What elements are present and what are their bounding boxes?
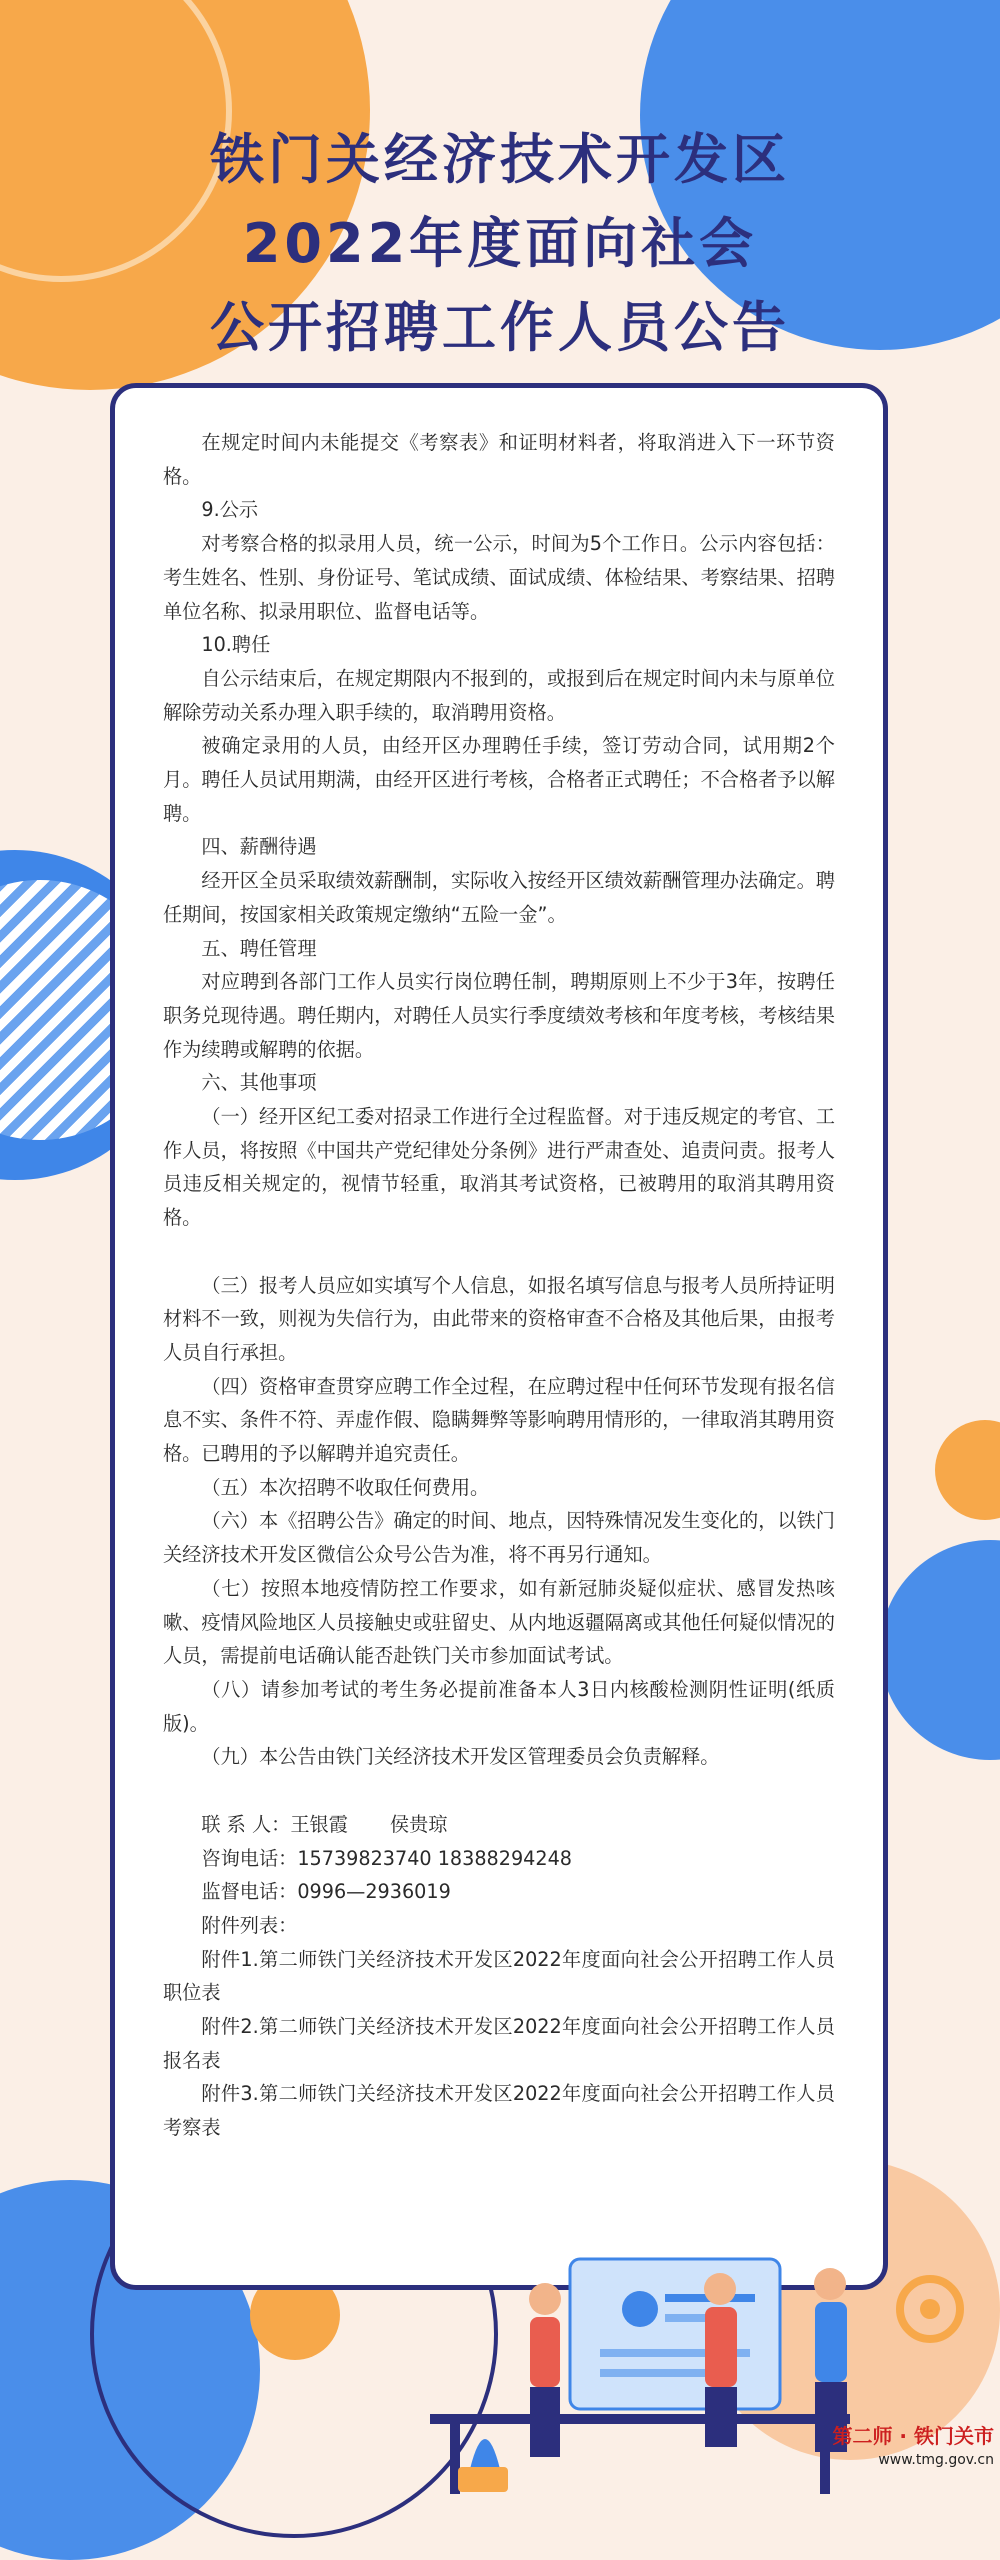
footer-org: 第二师 · 铁门关市 — [832, 2424, 994, 2448]
paragraph: （六）本《招聘公告》确定的时间、地点，因特殊情况发生变化的，以铁门关经济技术开发区微信公众号公告为准，将不再另行通知。 — [163, 1509, 835, 1567]
title-line-2: 2022年度面向社会 — [242, 212, 758, 275]
section-heading: 10.聘任 — [201, 633, 271, 657]
footer-url: www.tmg.gov.cn — [878, 2452, 994, 2468]
contact-name-2: 侯贵琼 — [389, 1812, 448, 1836]
section-heading: 9.公示 — [201, 498, 259, 522]
paragraph: （四）资格审查贯穿应聘工作全过程，在应聘过程中任何环节发现有报名信息不实、条件不符、弄虚作假、隐瞒舞弊等影响聘用情形的，一律取消其聘用资格。已聘用的予以解聘并追究责任。 — [163, 1374, 835, 1466]
attachment-item: 附件1.第二师铁门关经济技术开发区2022年度面向社会公开招聘工作人员职位表 — [163, 1947, 835, 2005]
contact-name-1: 王银霞 — [290, 1812, 348, 1836]
paragraph: 被确定录用的人员，由经开区办理聘任手续，签订劳动合同，试用期2个月。聘任人员试用期满，由经开区进行考核，合格者正式聘任；不合格者予以解聘。 — [163, 734, 835, 825]
content-card — [110, 383, 888, 2290]
attachment-header: 附件列表： — [201, 1913, 298, 1937]
paragraph: （五）本次招聘不收取任何费用。 — [201, 1475, 490, 1499]
paragraph: 经开区全员采取绩效薪酬制，实际收入按经开区绩效薪酬管理办法确定。聘任期间，按国家相关政策规定缴纳“五险一金”。 — [163, 869, 835, 926]
blank-line — [163, 1235, 835, 1269]
attachment-item: 附件3.第二师铁门关经济技术开发区2022年度面向社会公开招聘工作人员考察表 — [163, 2082, 835, 2140]
section-heading: 六、其他事项 — [201, 1071, 317, 1095]
blank-line — [163, 1774, 835, 1808]
paragraph: 对应聘到各部门工作人员实行岗位聘任制，聘期原则上不少于3年，按聘任职务兑现待遇。聘任期内，对聘任人员实行季度绩效考核和年度考核，考核结果作为续聘或解聘的依据。 — [163, 970, 835, 1061]
orange-circle-right — [935, 1420, 1000, 1520]
announcement-title — [0, 118, 1000, 370]
consult-phone: 咨询电话：15739823740 18388294248 — [201, 1846, 572, 1870]
section-heading: 五、聘任管理 — [201, 936, 317, 960]
paragraph: （三）报考人员应如实填写个人信息，如报名填写信息与报考人员所持证明材料不一致，则视为失信行为，由此带来的资格审查不合格及其他后果，由报考人员自行承担。 — [163, 1273, 835, 1364]
paragraph: （八）请参加考试的考生务必提前准备本人3日内核酸检测阴性证明(纸质版)。 — [163, 1678, 835, 1735]
paragraph: 对考察合格的拟录用人员，统一公示，时间为5个工作日。公示内容包括：考生姓名、性别、身份证号、笔试成绩、面试成绩、体检结果、考察结果、招聘单位名称、拟录用职位、监督电话等。 — [163, 532, 835, 623]
contact-person-line — [163, 1808, 835, 1842]
announcement-body — [163, 426, 835, 2145]
site-footer — [832, 2423, 994, 2471]
paragraph: （七）按照本地疫情防控工作要求，如有新冠肺炎疑似症状、感冒发热咳嗽、疫情风险地区人员接触史或驻留史、从内地返疆隔离或其他任何疑似情况的人员，需提前电话确认能否赴铁门关市参加面试考试。 — [163, 1576, 835, 1668]
paragraph: （一）经开区纪工委对招录工作进行全过程监督。对于违反规定的考官、工作人员，将按照《中国共产党纪律处分条例》进行严肃查处、追责问责。报考人员违反相关规定的，视情节轻重，取消其考试资格，已被聘用的取消其聘用资格。 — [163, 1105, 835, 1230]
paragraph: 自公示结束后，在规定期限内不报到的，或报到后在规定时间内未与原单位解除劳动关系办理入职手续的，取消聘用资格。 — [163, 666, 835, 724]
title-line-1: 铁门关经济技术开发区 — [210, 128, 790, 191]
blue-circle-right — [880, 1540, 1000, 1760]
contact-label: 联 系 人： — [201, 1812, 291, 1836]
section-heading: 四、薪酬待遇 — [201, 835, 317, 859]
supervise-phone: 监督电话：0996—2936019 — [201, 1880, 451, 1904]
title-line-3: 公开招聘工作人员公告 — [210, 296, 790, 359]
attachment-item: 附件2.第二师铁门关经济技术开发区2022年度面向社会公开招聘工作人员报名表 — [163, 2015, 835, 2072]
paragraph: 在规定时间内未能提交《考察表》和证明材料者，将取消进入下一环节资格。 — [163, 431, 835, 488]
paragraph: （九）本公告由铁门关经济技术开发区管理委员会负责解释。 — [201, 1745, 720, 1769]
